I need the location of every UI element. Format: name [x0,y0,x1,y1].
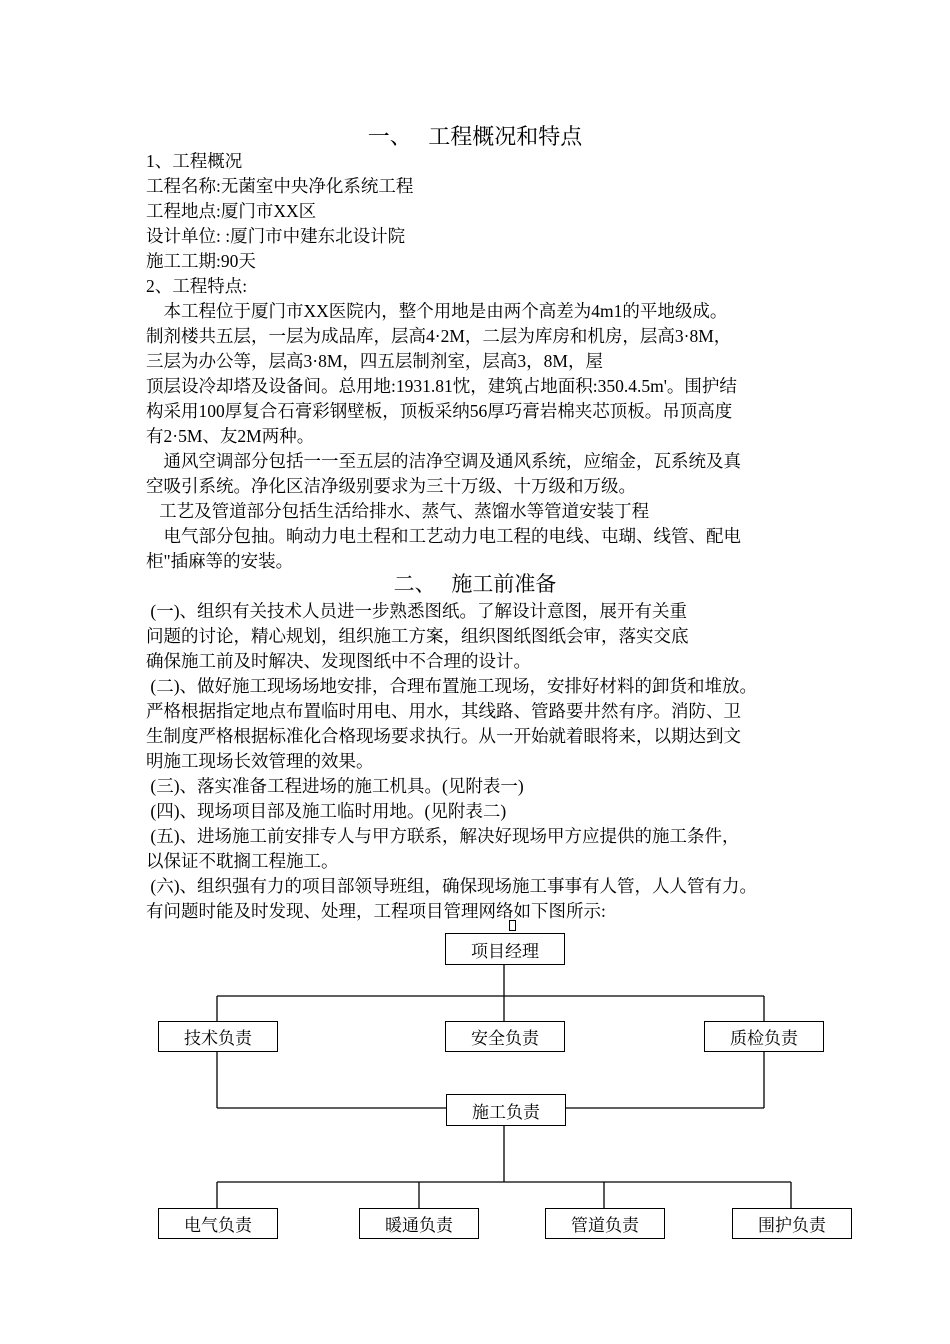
text-line: 工程地点:厦门市XX区 [146,201,317,221]
text-line: 柜"插麻等的安装。 [146,551,294,571]
org-node-construction: 施工负责 [446,1094,566,1126]
text-line: 2、工程特点: [146,276,248,296]
text-line: 确保施工前及时解决、发现图纸中不合理的设计。 [146,651,531,671]
text-line: (四)、现场项目部及施工临时用地。(见附表二) [146,801,507,821]
section-2-heading: 二、 施工前准备 [393,572,557,596]
text-line: 有问题时能及时发现、处理，工程项目管理网络如下图所示: [146,901,606,921]
org-node-electrical: 电气负责 [158,1208,278,1239]
org-node-safety: 安全负责 [445,1021,565,1052]
org-node-hvac: 暖通负责 [359,1208,479,1239]
text-line: 明施工现场长效管理的效果。 [146,751,374,771]
text-line: (六)、组织强有力的项目部领导班组，确保现场施工事事有人管，人人管有力。 [146,876,758,896]
org-node-piping: 管道负责 [545,1208,665,1239]
org-node-project-manager: 项目经理 [445,933,565,965]
org-node-quality: 质检负责 [704,1021,824,1052]
text-line: 工程名称:无菌室中央净化系统工程 [146,176,414,196]
text-line: 问题的讨论，精心规划，组织施工方案，组织图纸图纸会审，落实交底 [146,626,689,646]
text-line: 三层为办公等，层高3·8M，四五层制剂室，层高3，8M，屋 [146,351,603,371]
text-line: (三)、落实准备工程进场的施工机具。(见附表一) [146,776,524,796]
text-line: 本工程位于厦门市XX医院内，整个用地是由两个高差为4m1的平地级成。 [146,301,728,321]
text-line: 1、工程概况 [146,151,243,171]
text-line: 电气部分包抽。晌动力电土程和工艺动力电工程的电线、屯瑚、线管、配电 [146,526,741,546]
org-node-enclosure: 围护负责 [732,1208,852,1239]
text-line: 施工工期:90天 [146,251,256,271]
text-line: 工艺及管道部分包括生活给排水、蒸气、蒸馏水等管道安装丁程 [146,501,650,521]
text-line: 顶层设冷却塔及设备间。总用地:1931.81忱，建筑占地面积:350.4.5m'。围护结 [146,376,737,396]
text-line: (五)、进场施工前安排专人与甲方联系，解决好现场甲方应提供的施工条件， [146,826,740,846]
section-1-heading: 一、 工程概况和特点 [367,124,583,149]
text-line: 构采用100厚复合石膏彩钢壁板，顶板采纳56厚巧膏岩棉夹芯顶板。吊顶高度 [146,401,733,421]
text-line: (一)、组织有关技术人员进一步熟悉图纸。了解设计意图，展开有关重 [146,601,688,621]
text-line: 制剂楼共五层，一层为成品库，层高4·2M，二层为库房和机房，层高3·8M， [146,326,732,346]
text-line: 设计单位: :厦门市中建东北设计院 [146,226,406,246]
text-line: 严格根据指定地点布置临时用电、用水，其线路、管路要井然有序。消防、卫 [146,701,741,721]
text-line: 有2·5M、友2M两种。 [146,426,315,446]
text-line: 以保证不耽搁工程施工。 [146,851,339,871]
anchor-marker-icon [509,920,516,931]
text-line: 空吸引系统。净化区洁净级别要求为三十万级、十万级和万级。 [146,476,636,496]
text-line: 通风空调部分包括一一至五层的洁净空调及通风系统，应缩金，瓦系统及真 [146,451,741,471]
text-line: (二)、做好施工现场场地安排，合理布置施工现场，安排好材料的卸货和堆放。 [146,676,758,696]
text-line: 生制度严格根据标准化合格现场要求执行。从一开始就着眼将来，以期达到文 [146,726,741,746]
org-node-technical: 技术负责 [158,1021,278,1052]
